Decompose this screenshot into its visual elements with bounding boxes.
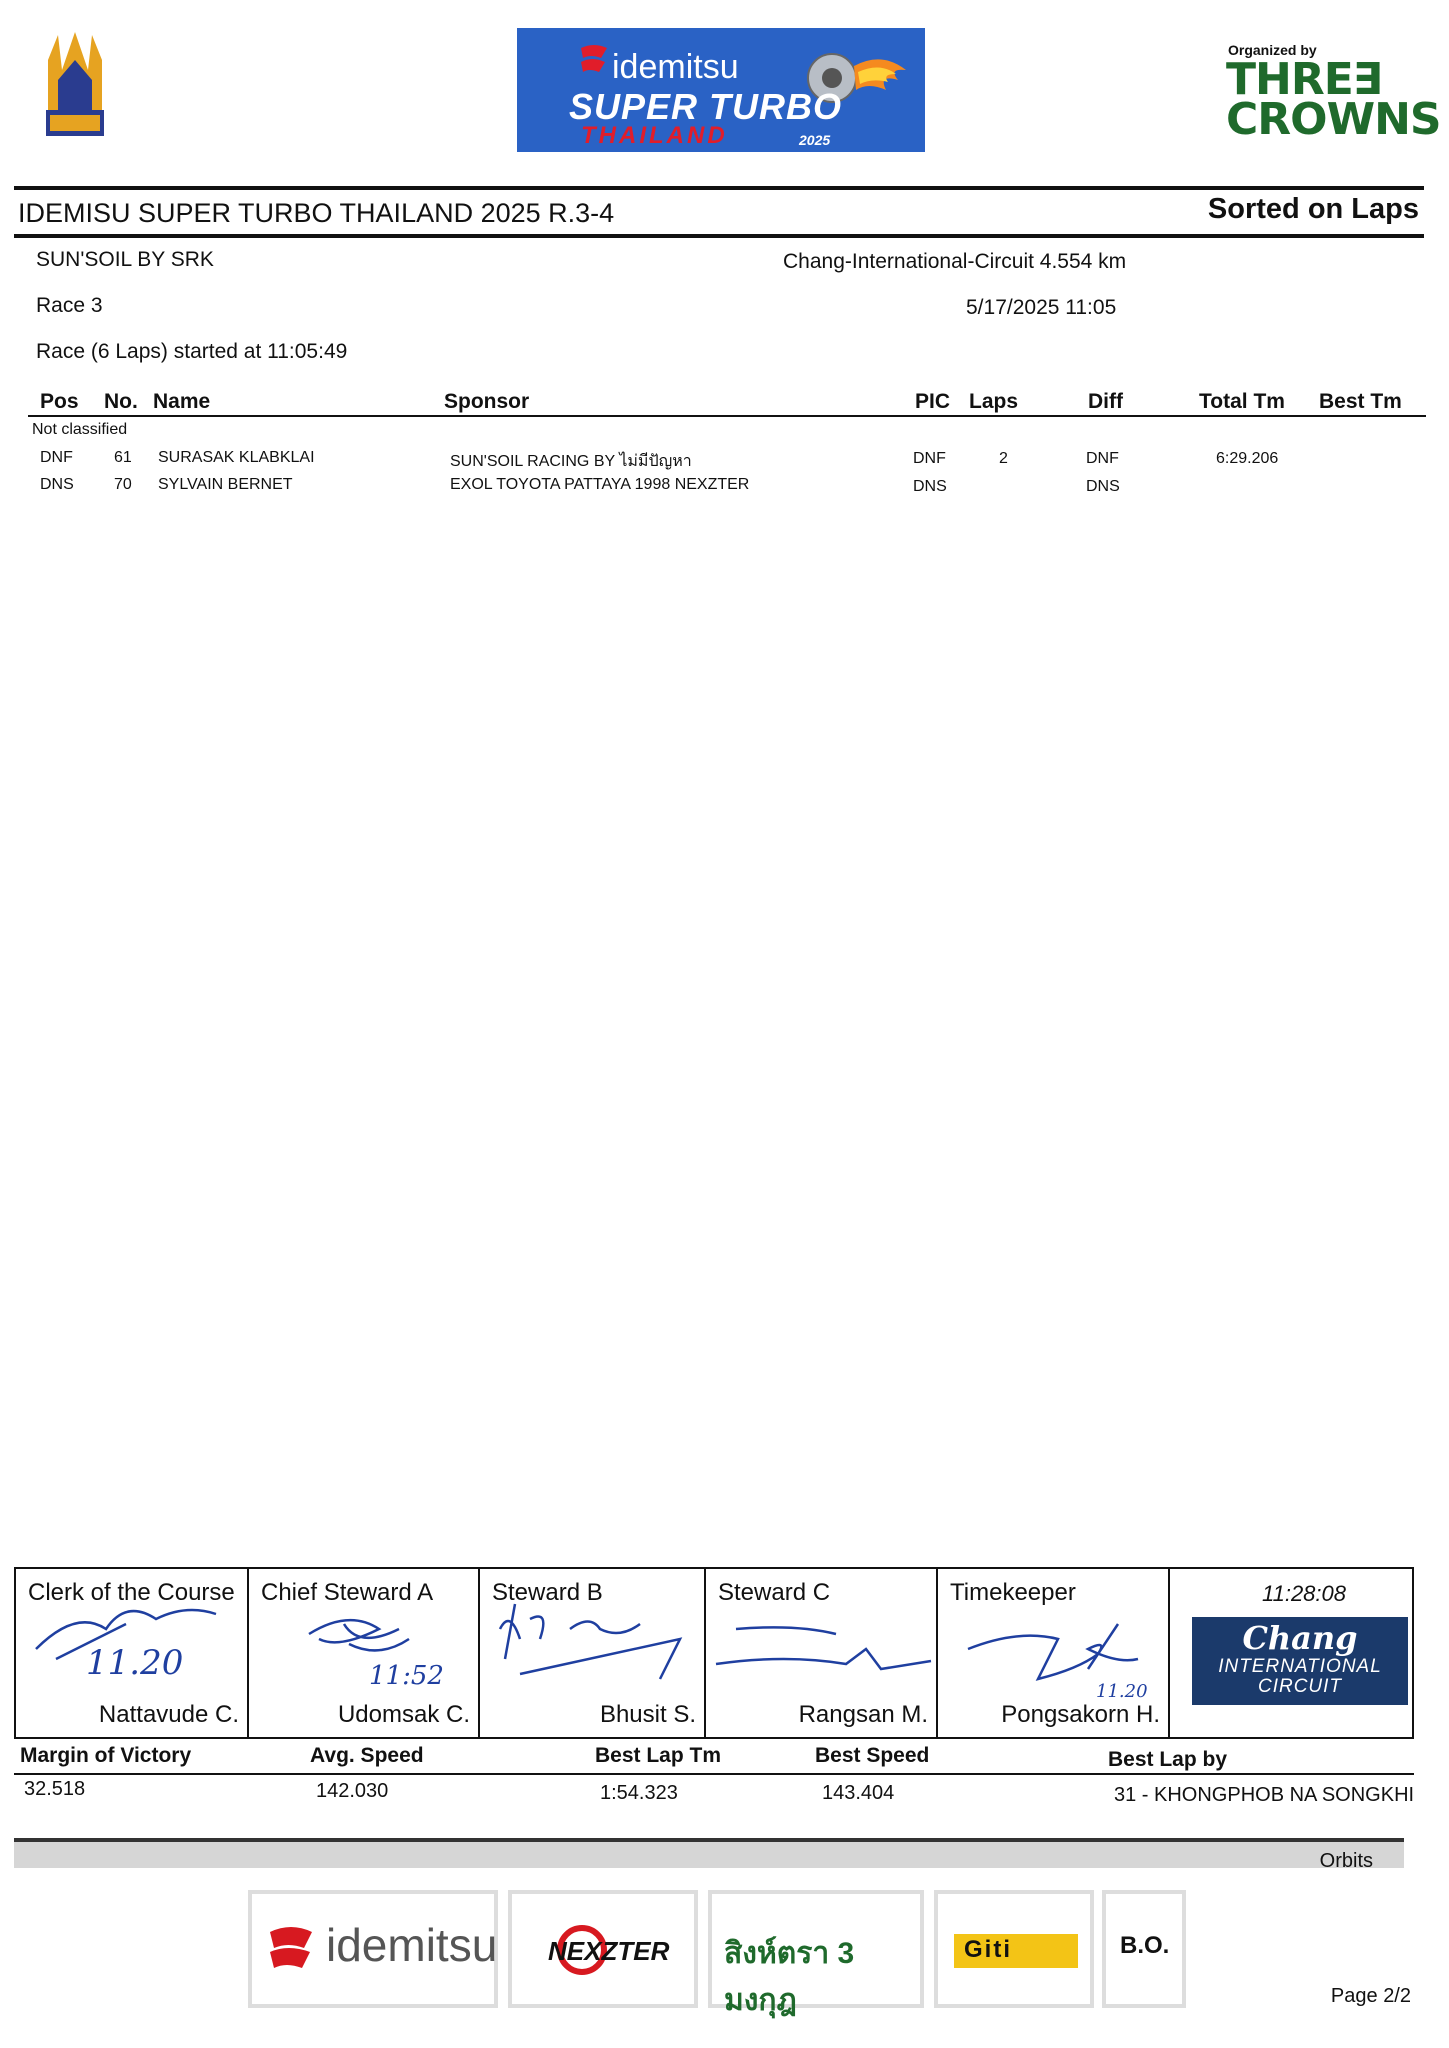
stat-best-speed-label: Best Speed bbox=[815, 1744, 930, 1767]
cell-pos: DNF bbox=[40, 449, 73, 466]
official-steward-b bbox=[480, 1569, 706, 1737]
official-role: Steward B bbox=[492, 1579, 603, 1606]
cell-name: SYLVAIN BERNET bbox=[158, 476, 293, 493]
three-crowns-logo bbox=[1226, 54, 1441, 145]
cell-sponsor: EXOL TOYOTA PATTAYA 1998 NEXZTER bbox=[450, 476, 750, 493]
sponsor-nexzter-logo bbox=[508, 1890, 698, 2008]
timing-provider: Orbits bbox=[1319, 1850, 1373, 1872]
cell-no: 61 bbox=[114, 449, 132, 466]
idemitsu-flag-icon bbox=[266, 1922, 316, 1982]
table-header-rule bbox=[28, 415, 1426, 417]
col-header-laps: Laps bbox=[969, 390, 1019, 413]
sponsor-name: idemitsu bbox=[326, 1919, 498, 1971]
cell-pos: DNS bbox=[40, 476, 74, 493]
cell-no: 70 bbox=[114, 476, 132, 493]
giti-badge bbox=[954, 1934, 1078, 1968]
official-chief-steward bbox=[249, 1569, 480, 1737]
cell-total: 6:29.206 bbox=[1216, 450, 1279, 467]
race-class: SUN'SOIL BY SRK bbox=[36, 248, 214, 271]
chang-circuit-logo bbox=[1192, 1617, 1408, 1705]
official-name: Udomsak C. bbox=[337, 1701, 470, 1728]
official-role: Clerk of the Course bbox=[28, 1579, 235, 1606]
official-name: Rangsan M. bbox=[798, 1701, 928, 1728]
stat-best-by-value: 31 - KHONGPHOB NA SONGKHI bbox=[1114, 1784, 1415, 1806]
stats-rule bbox=[14, 1773, 1414, 1775]
section-label: Not classified bbox=[32, 421, 128, 438]
banner-title: SUPER TURBO bbox=[569, 86, 843, 127]
chang-logo-line-2: CIRCUIT bbox=[1257, 1675, 1343, 1697]
stat-margin-value: 32.518 bbox=[24, 1778, 86, 1800]
organizer-line-2: CROWNS bbox=[1226, 93, 1441, 145]
official-role: Timekeeper bbox=[950, 1579, 1076, 1606]
sponsor-idemitsu-logo bbox=[248, 1890, 498, 2008]
col-header-name: Name bbox=[153, 390, 211, 413]
organized-by-label: Organized by bbox=[1228, 42, 1317, 58]
official-role: Chief Steward A bbox=[261, 1579, 434, 1606]
col-header-diff: Diff bbox=[1088, 390, 1123, 413]
chang-logo-main: Chang bbox=[1242, 1619, 1358, 1657]
officials-signature-box bbox=[14, 1567, 1414, 1739]
stat-best-lap-label: Best Lap Tm bbox=[595, 1744, 722, 1767]
banner-year: 2025 bbox=[799, 132, 831, 148]
print-time: 11:28:08 bbox=[1262, 1581, 1347, 1606]
sponsor-giti-logo bbox=[934, 1890, 1094, 2008]
cell-pic: DNF bbox=[913, 450, 946, 467]
footer-bar bbox=[14, 1838, 1404, 1868]
organizer-line-1: THRE∃ bbox=[1226, 54, 1382, 105]
stat-margin-label: Margin of Victory bbox=[20, 1744, 192, 1767]
stat-best-lap-value: 1:54.323 bbox=[600, 1782, 678, 1804]
sort-label: Sorted on Laps bbox=[1207, 193, 1419, 225]
official-timekeeper bbox=[938, 1569, 1170, 1737]
cell-name: SURASAK KLABKLAI bbox=[158, 449, 315, 466]
race-start: Race (6 Laps) started at 11:05:49 bbox=[36, 340, 348, 363]
col-header-pic: PIC bbox=[915, 390, 951, 413]
official-role: Steward C bbox=[718, 1579, 831, 1606]
sponsor-name: สิงห์ตรา 3 มงกุฎ bbox=[724, 1937, 855, 2017]
idemitsu-flag-icon bbox=[577, 42, 611, 82]
stat-avg-speed-label: Avg. Speed bbox=[310, 1744, 424, 1767]
timekeeper-note: 11.20 bbox=[1096, 1681, 1148, 1702]
official-name: Pongsakorn H. bbox=[1001, 1701, 1160, 1728]
cell-pic: DNS bbox=[913, 478, 947, 495]
event-title: IDEMISU SUPER TURBO THAILAND 2025 R.3-4 bbox=[18, 198, 615, 228]
cell-diff: DNS bbox=[1086, 478, 1120, 495]
sponsor-bo-logo bbox=[1102, 1890, 1186, 2008]
circuit-info: Chang-International-Circuit 4.554 km bbox=[783, 250, 1127, 273]
col-header-no: No. bbox=[104, 390, 138, 413]
chang-logo-line-1: INTERNATIONAL bbox=[1218, 1656, 1382, 1677]
col-header-pos: Pos bbox=[40, 390, 79, 413]
clerk-note: 11.20 bbox=[86, 1643, 184, 1683]
sponsor-three-crowns-logo bbox=[708, 1890, 924, 2017]
col-header-sponsor: Sponsor bbox=[444, 390, 530, 413]
col-header-best: Best Tm bbox=[1319, 390, 1402, 413]
sponsor-name: B.O. bbox=[1120, 1932, 1170, 1959]
sponsor-name: Giti bbox=[964, 1936, 1012, 1963]
cell-sponsor: SUN'SOIL RACING BY ไม่มีปัญหา bbox=[450, 453, 692, 470]
official-clerk bbox=[16, 1569, 249, 1737]
idemitsu-super-turbo-banner bbox=[517, 28, 925, 152]
sponsor-name: NEXZTER bbox=[548, 1936, 670, 1966]
association-crest-logo bbox=[40, 30, 110, 140]
cell-diff: DNF bbox=[1086, 450, 1119, 467]
official-name: Bhusit S. bbox=[599, 1701, 696, 1728]
official-name: Nattavude C. bbox=[98, 1701, 239, 1728]
race-name: Race 3 bbox=[36, 294, 103, 317]
stat-avg-speed-value: 142.030 bbox=[316, 1780, 389, 1802]
title-bottom-rule bbox=[14, 234, 1424, 238]
banner-subtitle: THAILAND bbox=[581, 122, 728, 149]
title-top-rule bbox=[14, 186, 1424, 190]
race-datetime: 5/17/2025 11:05 bbox=[966, 296, 1117, 319]
stat-best-speed-value: 143.404 bbox=[822, 1782, 895, 1804]
cell-laps: 2 bbox=[999, 450, 1008, 467]
page-number: Page 2/2 bbox=[1330, 1985, 1411, 2007]
col-header-total: Total Tm bbox=[1199, 390, 1285, 413]
stat-best-by-label: Best Lap by bbox=[1108, 1748, 1228, 1771]
official-steward-c bbox=[706, 1569, 938, 1737]
banner-brand: idemitsu bbox=[612, 48, 739, 86]
chief-note: 11:52 bbox=[369, 1661, 444, 1691]
